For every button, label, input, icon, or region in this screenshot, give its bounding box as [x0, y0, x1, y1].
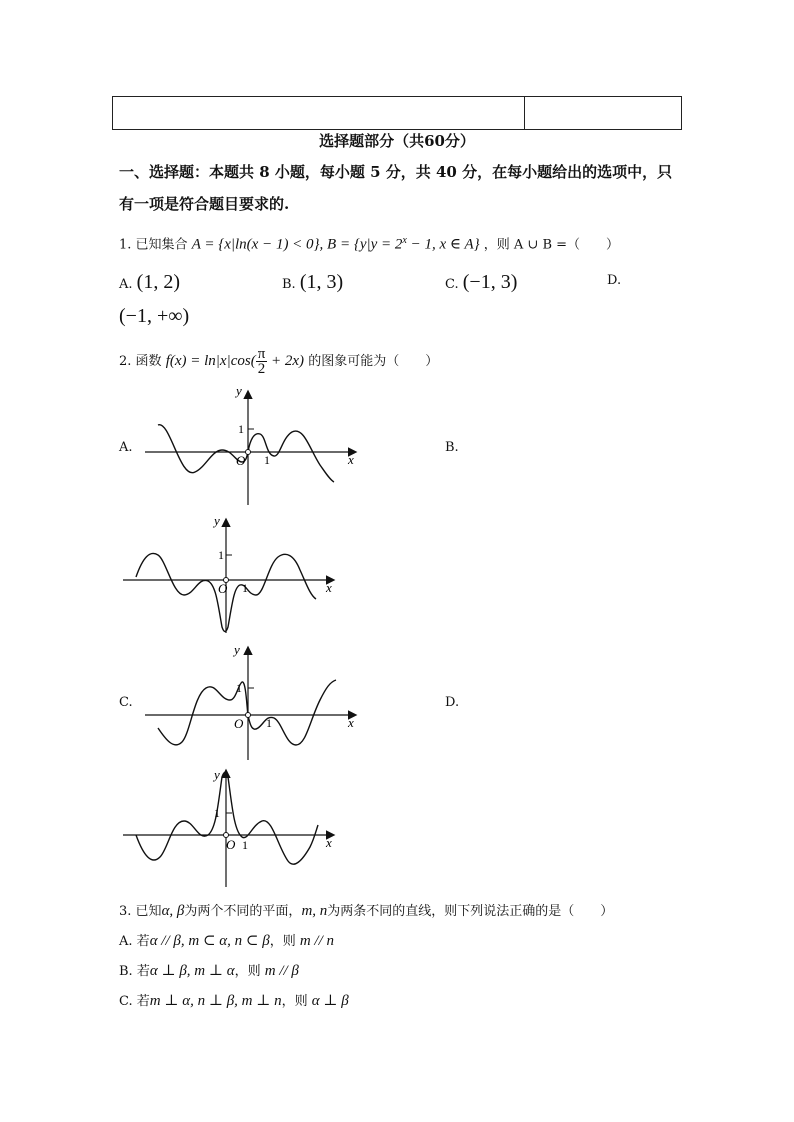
x-label: x [348, 715, 354, 730]
option-pre: 若 [136, 934, 150, 949]
q2-option-b-label[interactable]: B. [445, 440, 459, 455]
exponent: x [402, 235, 407, 246]
question-3 [119, 901, 613, 922]
option-pre: 若 [136, 964, 150, 979]
q1-option-c[interactable] [445, 271, 517, 294]
option-label: A. [119, 277, 133, 292]
q2-option-c-label[interactable]: C. [119, 695, 133, 710]
header-table [112, 96, 682, 130]
stem-part-b: 为两个不同的平面， [184, 904, 302, 919]
option-label: C. [445, 277, 459, 292]
question-2 [119, 347, 438, 376]
table-divider [524, 97, 525, 129]
instructions: 一、选择题：本题共 8 小题，每小题 5 分，共 40 分，在每小题给出的选项中，只有一项是符合题目要求的. [119, 163, 673, 213]
option-conclusion: m // β [264, 963, 299, 979]
option-label: B. [282, 277, 296, 292]
question-suffix: ，则 A ∪ B =（ ） [483, 237, 620, 253]
stem-lines: m, n [301, 903, 328, 919]
question-1 [119, 231, 619, 255]
one-label: 1 [238, 422, 244, 436]
option-condition: α // β, m ⊂ α, n ⊂ β [149, 933, 270, 949]
y-label: y [236, 383, 242, 398]
y-label: y [214, 515, 220, 528]
option-value: (−1, 3) [462, 271, 518, 293]
stem-part-a: 已知 [135, 904, 162, 919]
question-prefix: 函数 [135, 354, 162, 369]
q3-option-b[interactable] [119, 961, 299, 982]
origin-hole [246, 713, 251, 718]
question-number: 2. [119, 354, 132, 369]
fraction-numerator: π [257, 346, 266, 362]
set-b-expression: − 1, x ∈ A} [406, 236, 480, 253]
option-label: C. [119, 994, 133, 1009]
one-label: 1 [214, 806, 220, 820]
one-label: 1 [218, 548, 224, 562]
q1-option-d-value [119, 305, 189, 328]
option-label: A. [119, 934, 133, 949]
x-one-label: 1 [264, 453, 270, 467]
q3-option-c[interactable] [119, 991, 349, 1012]
q2-option-d-label[interactable]: D. [445, 695, 460, 710]
option-mid: ，则 [281, 994, 308, 1009]
option-condition: α ⊥ β, m ⊥ α [149, 963, 235, 979]
question-number: 3. [119, 904, 132, 919]
origin-label: O [234, 716, 244, 731]
option-mid: ，则 [269, 934, 296, 949]
option-value: (−1, +∞) [119, 305, 190, 327]
question-prefix: 已知集合 [135, 237, 188, 253]
x-one-label: 1 [266, 716, 272, 730]
set-a-expression: A = {x|ln(x − 1) < 0}, B = {y|y = 2 [191, 236, 403, 253]
x-one-label: 1 [242, 581, 248, 595]
q1-option-a[interactable] [119, 271, 180, 294]
option-mid: ，则 [234, 964, 261, 979]
graph-a[interactable] [140, 380, 370, 510]
q3-option-a[interactable] [119, 931, 334, 952]
stem-part-c: 为两条不同的直线，则下列说法正确的是（ ） [327, 904, 614, 919]
fraction-denominator: 2 [257, 361, 266, 377]
x-label: x [348, 452, 354, 467]
function-left: f(x) = ln|x|cos( [165, 353, 256, 369]
option-conclusion: m // n [299, 933, 335, 949]
fraction [256, 347, 268, 376]
graph-c[interactable] [140, 640, 370, 765]
origin-hole [246, 450, 251, 455]
origin-label: O [218, 581, 228, 596]
option-conclusion: α ⊥ β [311, 993, 349, 1009]
option-value: (1, 2) [136, 271, 180, 293]
origin-label: O [236, 453, 246, 468]
section-title: 选择题部分（共60分） [319, 132, 475, 150]
option-condition: m ⊥ α, n ⊥ β, m ⊥ n [149, 993, 282, 1009]
stem-planes: α, β [161, 903, 185, 919]
one-label: 1 [236, 681, 242, 695]
function-right: + 2x) [267, 353, 305, 369]
y-label: y [214, 767, 220, 782]
graph-b[interactable] [118, 515, 348, 640]
q1-option-b[interactable] [282, 271, 343, 294]
x-label: x [326, 835, 332, 850]
q1-option-d[interactable] [607, 273, 621, 288]
option-value: (1, 3) [299, 271, 344, 293]
x-one-label: 1 [242, 838, 248, 852]
option-pre: 若 [136, 994, 150, 1009]
q2-option-a-label[interactable]: A. [119, 440, 133, 455]
option-label: D. [607, 273, 622, 288]
y-label: y [234, 642, 240, 657]
x-label: x [326, 580, 332, 595]
origin-label: O [226, 837, 236, 852]
question-suffix: 的图象可能为（ ） [308, 354, 439, 369]
question-number: 1. [119, 237, 132, 253]
graph-d[interactable] [118, 765, 348, 890]
option-label: B. [119, 964, 133, 979]
